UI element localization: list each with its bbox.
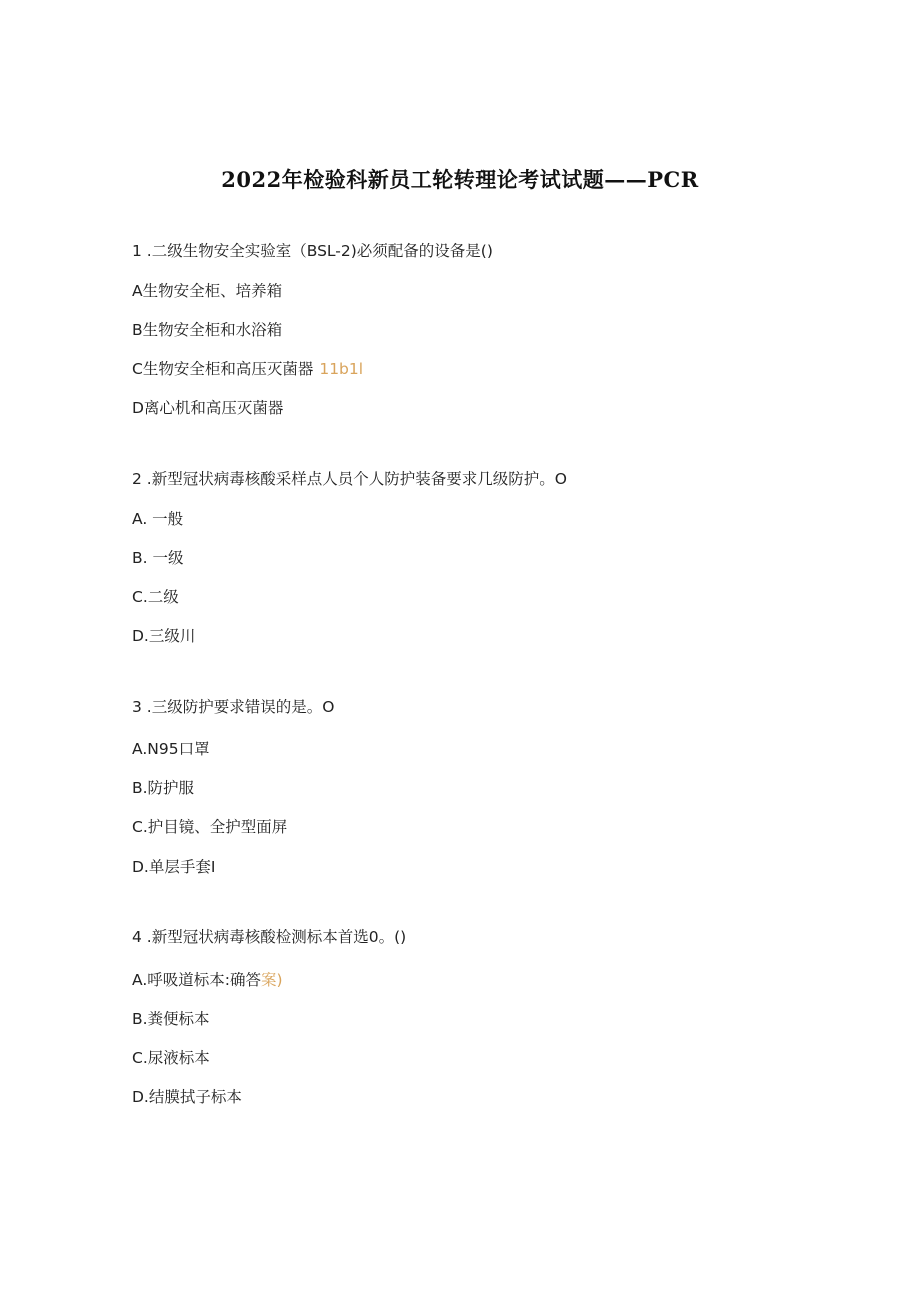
option-text: C生物安全柜和高压灭菌器 (132, 360, 314, 378)
option-text: C.护目镜、全护型面屏 (132, 818, 288, 836)
question-2-option-a (132, 509, 183, 529)
question-1-option-b (132, 320, 282, 340)
question-1-option-c (132, 359, 363, 379)
option-text: C.二级 (132, 588, 179, 606)
question-4-stem: 4 .新型冠状病毒核酸检测标本首选0。() (132, 928, 407, 946)
option-text: B. 一级 (132, 549, 184, 567)
question-4-option-d (132, 1087, 242, 1107)
page-title: 2022年检验科新员工轮转理论考试试题——PCR (221, 167, 699, 192)
question-4-option-c (132, 1048, 210, 1068)
option-text: D.单层手套I (132, 858, 216, 876)
question-2-option-d (132, 626, 195, 646)
option-text: D.三级川 (132, 627, 196, 645)
option-text: A.N95口罩 (132, 740, 210, 758)
question-2-option-c (132, 587, 179, 607)
option-text: A. 一般 (132, 510, 184, 528)
option-text: A生物安全柜、培养箱 (132, 282, 283, 300)
option-text: B.粪便标本 (132, 1010, 210, 1028)
question-2-option-b (132, 548, 184, 568)
option-text: C.尿液标本 (132, 1049, 210, 1067)
question-3-option-d (132, 857, 215, 877)
option-text: D离心机和高压灭菌器 (132, 399, 284, 417)
question-1-option-d (132, 398, 283, 418)
question-3-option-a (132, 739, 210, 759)
option-text: A.呼吸道标本:确答 (132, 971, 261, 989)
question-4-option-b (132, 1009, 210, 1029)
option-text: B生物安全柜和水浴箱 (132, 321, 283, 339)
question-3-stem: 3 .三级防护要求错误的是。O (132, 698, 335, 716)
question-3-option-c (132, 817, 287, 837)
option-mark: 11b1l (319, 360, 364, 378)
question-3-option-b (132, 778, 194, 798)
question-1-option-a (132, 281, 282, 301)
question-4-option-a (132, 970, 283, 990)
question-1-stem: 1 .二级生物安全实验室（BSL-2)必须配备的设备是() (132, 242, 493, 260)
question-2-stem: 2 .新型冠状病毒核酸采样点人员个人防护装备要求几级防护。O (132, 470, 567, 488)
option-text: B.防护服 (132, 779, 195, 797)
option-text: D.结膜拭子标本 (132, 1088, 242, 1106)
option-mark: 案) (260, 971, 283, 989)
